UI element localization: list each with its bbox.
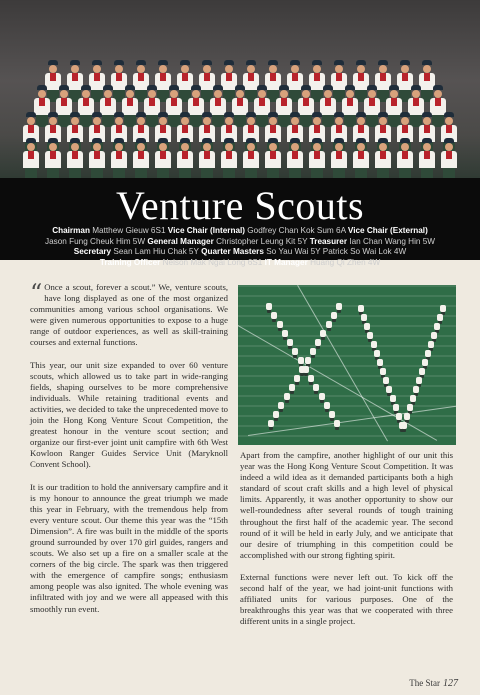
scout-face: [346, 90, 354, 98]
scout-face: [357, 117, 365, 125]
scout-in-formation: [425, 350, 431, 357]
scout-face: [170, 90, 178, 98]
field-stripe: [238, 355, 456, 357]
role-label: Vice Chair (External): [347, 226, 428, 235]
role-label: Chairman: [52, 226, 90, 235]
field-line: [297, 285, 388, 441]
scout-figure: [418, 138, 436, 178]
scout-scarf: [116, 151, 122, 159]
scout-in-formation: [266, 303, 272, 310]
scout-face: [379, 143, 387, 151]
scout-scarf: [292, 151, 298, 159]
scout-face: [368, 90, 376, 98]
scout-figure: [154, 138, 172, 178]
field-stripe: [238, 295, 456, 297]
scout-face: [291, 65, 299, 73]
scout-face: [423, 117, 431, 125]
member-name: Ian Chan Wang Hin 5W: [349, 236, 436, 246]
role-label: Secretary: [73, 247, 112, 257]
scout-in-formation: [358, 305, 364, 312]
scout-in-formation: [287, 339, 293, 346]
scout-scarf: [182, 151, 188, 159]
scout-scarf: [303, 98, 309, 106]
scout-face: [445, 143, 453, 151]
scout-face: [390, 90, 398, 98]
scout-in-formation: [371, 341, 377, 348]
scout-face: [137, 65, 145, 73]
scout-scarf: [182, 125, 188, 133]
scout-scarf: [226, 73, 232, 81]
scout-scarf: [160, 151, 166, 159]
scout-face: [401, 65, 409, 73]
right-column: [240, 450, 453, 638]
scout-face: [60, 90, 68, 98]
scout-scarf: [380, 125, 386, 133]
scout-face: [115, 143, 123, 151]
scout-figure: [176, 138, 194, 178]
scout-in-formation: [380, 368, 386, 375]
scout-face: [357, 143, 365, 151]
scout-in-formation: [393, 404, 399, 411]
scout-scarf: [402, 151, 408, 159]
field-stripe: [238, 285, 456, 287]
scout-face: [401, 143, 409, 151]
scout-scarf: [259, 98, 265, 106]
scout-in-formation: [336, 303, 342, 310]
scout-scarf: [358, 151, 364, 159]
scout-face: [115, 117, 123, 125]
scout-face: [203, 143, 211, 151]
scout-figure: [110, 138, 128, 178]
scout-scarf: [358, 125, 364, 133]
scout-face: [71, 117, 79, 125]
field-stripe: [238, 405, 456, 407]
scout-in-formation: [419, 368, 425, 375]
scout-scarf: [28, 125, 34, 133]
scout-in-formation: [364, 323, 370, 330]
scout-scarf: [160, 125, 166, 133]
scout-figure: [352, 138, 370, 178]
scout-scarf: [435, 98, 441, 106]
scout-face: [159, 143, 167, 151]
scout-figure: [220, 138, 238, 178]
scout-figure: [132, 138, 150, 178]
scout-in-formation: [410, 395, 416, 402]
field-stripe: [238, 385, 456, 387]
scout-scarf: [138, 125, 144, 133]
scout-scarf: [314, 73, 320, 81]
paragraph: Apart from the campfire, another highlight of our unit this year was the Hong Kong Venture Scout Competition. It was indeed a wild idea as it demanded participants both a high standard of scout craft skills and a high level of physical limits. Apparently, it was another opportunity to show our well-roundedness after several rounds of tough training throughout the first half of the academic year. The second round of it will be held in early July, and we anticipate that our desire of triumphing in this competition could be accomplished with our strong fighting spirit.: [240, 450, 453, 560]
scout-scarf: [83, 98, 89, 106]
scout-in-formation: [289, 384, 295, 391]
scout-scarf: [325, 98, 331, 106]
scout-scarf: [39, 98, 45, 106]
committee-line-4: [0, 258, 480, 269]
member-name: So Yau Wai 5Y Patrick So Wai Lok 4W: [266, 247, 407, 257]
scout-face: [324, 90, 332, 98]
scout-face: [192, 90, 200, 98]
scout-in-formation: [329, 411, 335, 418]
scout-scarf: [402, 125, 408, 133]
scout-scarf: [446, 151, 452, 159]
scout-face: [313, 65, 321, 73]
scout-in-formation: [326, 321, 332, 328]
scout-in-formation: [310, 348, 316, 355]
scout-scarf: [94, 73, 100, 81]
scout-face: [445, 117, 453, 125]
scout-scarf: [248, 151, 254, 159]
scout-scarf: [248, 73, 254, 81]
scout-figure: [396, 138, 414, 178]
scout-in-formation: [367, 332, 373, 339]
paragraph-text: Once a scout, forever a scout.” We, venture scouts, have long displayed as one of the most organized communities among various school organisations. We were given numerous opportunities to expose to a huge range of outdoor experiences, as well as skill-training courses and external functions.: [30, 282, 228, 348]
role-label: Quarter Masters: [201, 247, 264, 257]
member-name: Christopher Leung Kit 5Y: [216, 236, 308, 246]
publication-name: The Star: [409, 678, 440, 688]
scout-in-formation: [319, 393, 325, 400]
scout-face: [203, 65, 211, 73]
scout-figure: [374, 138, 392, 178]
scout-scarf: [105, 98, 111, 106]
scout-face: [379, 65, 387, 73]
scout-face: [313, 143, 321, 151]
member-name: Jason Fung Cheuk Him 5W: [44, 236, 146, 246]
field-stripe: [238, 375, 456, 377]
role-label: IT Manager: [264, 257, 308, 267]
scout-scarf: [182, 73, 188, 81]
scout-in-formation: [278, 402, 284, 409]
page-title: Venture Scouts: [115, 183, 365, 228]
scout-scarf: [94, 151, 100, 159]
member-name: Huang Qi Zhen 4W: [310, 257, 381, 267]
scout-figure: [66, 138, 84, 178]
scout-face: [159, 117, 167, 125]
scout-face: [49, 117, 57, 125]
scout-in-formation: [416, 377, 422, 384]
page-footer: [388, 678, 458, 689]
scout-face: [269, 65, 277, 73]
scout-face: [93, 65, 101, 73]
scout-figure: [242, 138, 260, 178]
scout-scarf: [314, 151, 320, 159]
scout-in-formation: [437, 314, 443, 321]
scout-in-formation: [324, 402, 330, 409]
scout-figure: [22, 138, 40, 178]
scout-in-formation: [396, 413, 402, 420]
scout-face: [247, 117, 255, 125]
scout-in-formation: [390, 395, 396, 402]
scout-in-formation: [313, 384, 319, 391]
scout-scarf: [28, 151, 34, 159]
scout-in-formation: [431, 332, 437, 339]
field-stripe: [238, 415, 456, 417]
scout-in-formation: [268, 420, 274, 427]
scout-in-formation: [277, 321, 283, 328]
scout-in-formation: [284, 393, 290, 400]
scout-scarf: [160, 73, 166, 81]
scout-in-formation: [374, 350, 380, 357]
scout-face: [115, 65, 123, 73]
scout-scarf: [446, 125, 452, 133]
scout-face: [335, 65, 343, 73]
scout-in-formation: [315, 339, 321, 346]
scout-scarf: [380, 73, 386, 81]
scout-in-formation: [386, 386, 392, 393]
member-name: Nelson Mak Ngai Long 6S1: [162, 257, 263, 267]
scout-scarf: [193, 98, 199, 106]
scout-scarf: [50, 73, 56, 81]
scout-face: [379, 117, 387, 125]
scout-scarf: [292, 125, 298, 133]
scout-in-formation: [271, 312, 277, 319]
scout-scarf: [149, 98, 155, 106]
scout-scarf: [127, 98, 133, 106]
scout-face: [27, 117, 35, 125]
scout-scarf: [270, 125, 276, 133]
scout-in-formation: [404, 413, 410, 420]
field-stripe: [238, 335, 456, 337]
scout-face: [401, 117, 409, 125]
scout-face: [181, 143, 189, 151]
scout-face: [27, 143, 35, 151]
scout-scarf: [204, 73, 210, 81]
member-name: Matthew Gieuw 6S1: [92, 226, 166, 235]
role-label: Training Officer: [99, 257, 161, 267]
scout-face: [159, 65, 167, 73]
scout-scarf: [314, 125, 320, 133]
group-photo: [0, 0, 480, 180]
field-stripe: [238, 395, 456, 397]
scout-face: [82, 90, 90, 98]
scout-scarf: [336, 73, 342, 81]
scout-in-formation: [377, 359, 383, 366]
scout-scarf: [204, 125, 210, 133]
scout-face: [49, 143, 57, 151]
scout-in-formation: [401, 422, 407, 429]
scout-scarf: [270, 73, 276, 81]
scout-face: [225, 143, 233, 151]
scout-face: [269, 143, 277, 151]
scout-in-formation: [298, 357, 304, 364]
scout-face: [137, 117, 145, 125]
scout-scarf: [424, 151, 430, 159]
scout-face: [357, 65, 365, 73]
scout-scarf: [336, 151, 342, 159]
scout-face: [181, 65, 189, 73]
scout-face: [137, 143, 145, 151]
scout-face: [236, 90, 244, 98]
scout-face: [247, 65, 255, 73]
scout-face: [71, 65, 79, 73]
committee-line-3: [0, 247, 480, 258]
scout-face: [203, 117, 211, 125]
left-column: [30, 279, 228, 626]
scout-scarf: [94, 125, 100, 133]
scout-scarf: [347, 98, 353, 106]
scout-scarf: [226, 151, 232, 159]
scout-face: [38, 90, 46, 98]
scout-face: [225, 117, 233, 125]
scout-in-formation: [334, 420, 340, 427]
scout-figure: [286, 138, 304, 178]
scout-scarf: [72, 125, 78, 133]
scout-scarf: [380, 151, 386, 159]
member-name: Sean Lam Hiu Chak 5Y: [113, 247, 199, 257]
scout-in-formation: [361, 314, 367, 321]
scout-face: [291, 117, 299, 125]
scout-face: [335, 117, 343, 125]
scout-in-formation: [407, 404, 413, 411]
scout-row: [0, 138, 480, 178]
scout-scarf: [292, 73, 298, 81]
scout-face: [104, 90, 112, 98]
page-number: 127: [443, 678, 458, 689]
scout-face: [302, 90, 310, 98]
paragraph: External functions were never left out. To kick off the second half of the year, we had joint-unit functions with affiliated units for various purposes. One of the breakthroughs this year was that we cooperated with three different units in a single project.: [240, 571, 453, 627]
scout-scarf: [72, 151, 78, 159]
scout-scarf: [270, 151, 276, 159]
scout-face: [434, 90, 442, 98]
scout-scarf: [358, 73, 364, 81]
scout-scarf: [391, 98, 397, 106]
scout-figure: [440, 138, 458, 178]
scout-face: [71, 143, 79, 151]
scout-face: [313, 117, 321, 125]
scout-scarf: [138, 151, 144, 159]
scout-in-formation: [331, 312, 337, 319]
scout-figure: [308, 138, 326, 178]
quote-mark-icon: “: [30, 279, 43, 307]
scout-face: [126, 90, 134, 98]
scout-scarf: [281, 98, 287, 106]
scout-scarf: [138, 73, 144, 81]
scout-face: [148, 90, 156, 98]
scout-face: [335, 143, 343, 151]
role-label: Vice Chair (Internal): [167, 226, 245, 235]
scout-face: [269, 117, 277, 125]
committee-list: [0, 226, 480, 268]
scout-in-formation: [320, 330, 326, 337]
scout-scarf: [204, 151, 210, 159]
scout-in-formation: [413, 386, 419, 393]
scout-scarf: [61, 98, 67, 106]
scout-face: [247, 143, 255, 151]
scout-scarf: [171, 98, 177, 106]
role-label: General Manager: [147, 236, 214, 246]
scout-figure: [198, 138, 216, 178]
scout-scarf: [116, 125, 122, 133]
scout-scarf: [248, 125, 254, 133]
scout-face: [423, 65, 431, 73]
scout-scarf: [237, 98, 243, 106]
scout-scarf: [50, 151, 56, 159]
scout-figure: [88, 138, 106, 178]
scout-face: [93, 143, 101, 151]
scout-in-formation: [273, 411, 279, 418]
scout-figure: [330, 138, 348, 178]
scout-scarf: [413, 98, 419, 106]
scout-scarf: [402, 73, 408, 81]
scout-scarf: [369, 98, 375, 106]
scout-scarf: [424, 73, 430, 81]
scout-scarf: [116, 73, 122, 81]
scout-in-formation: [428, 341, 434, 348]
scout-face: [225, 65, 233, 73]
scout-in-formation: [299, 366, 305, 373]
scout-in-formation: [282, 330, 288, 337]
scout-figure: [264, 138, 282, 178]
scout-in-formation: [292, 348, 298, 355]
formation-photo: [238, 285, 456, 445]
scout-in-formation: [294, 375, 300, 382]
scout-scarf: [424, 125, 430, 133]
scout-in-formation: [422, 359, 428, 366]
scout-face: [280, 90, 288, 98]
scout-face: [49, 65, 57, 73]
paragraph: This year, our unit size expanded to over 60 venture scouts, which allowed us to take part in wide-ranging fields, shaping ourselves to be more comprehensive individuals. While retaining traditional events and activities, we decided to take the unprecedented move to join the Hong Kong Venture Scout Competition, the greatest honour in the venture scout section; and organize our first-ever joint unit campfire with 6th West Kowloon Ranger Guides Service Unit (Maryknoll Convent School).: [30, 359, 228, 470]
committee-line-2: [0, 237, 480, 248]
scout-in-formation: [440, 305, 446, 312]
scout-scarf: [226, 125, 232, 133]
committee-line-1: [0, 226, 480, 237]
scout-in-formation: [308, 375, 314, 382]
paragraph: It is our tradition to hold the anniversary campfire and it is my honour to announce the great triumph we made this year in February, with the tremendous help from every venture scout. Our theme this year was the “15th Dimension”. A fire was built in the middle of the sports ground surrounded by over 170 girl guides, rangers and scouts. We also set up a fire on a smaller scale at the corners of the big circle. The spark was then triggered with the emergence of campfire songs; enthusiasm among people was also ignited. The whole evening was infiltrated with joy and we were all appeased with this smoothly run event.: [30, 481, 228, 614]
scout-scarf: [336, 125, 342, 133]
scout-face: [214, 90, 222, 98]
scout-scarf: [215, 98, 221, 106]
scout-face: [93, 117, 101, 125]
scout-scarf: [72, 73, 78, 81]
paragraph: [30, 279, 228, 349]
scout-face: [291, 143, 299, 151]
scout-in-formation: [434, 323, 440, 330]
scout-figure: [44, 138, 62, 178]
member-name: Godfrey Chan Kok Sum 6A: [247, 226, 346, 235]
role-label: Treasurer: [309, 236, 348, 246]
scout-scarf: [50, 125, 56, 133]
scout-face: [181, 117, 189, 125]
field-stripe: [238, 325, 456, 327]
scout-in-formation: [383, 377, 389, 384]
field-stripe: [238, 435, 456, 437]
scout-in-formation: [305, 357, 311, 364]
scout-face: [423, 143, 431, 151]
scout-face: [412, 90, 420, 98]
scout-face: [258, 90, 266, 98]
